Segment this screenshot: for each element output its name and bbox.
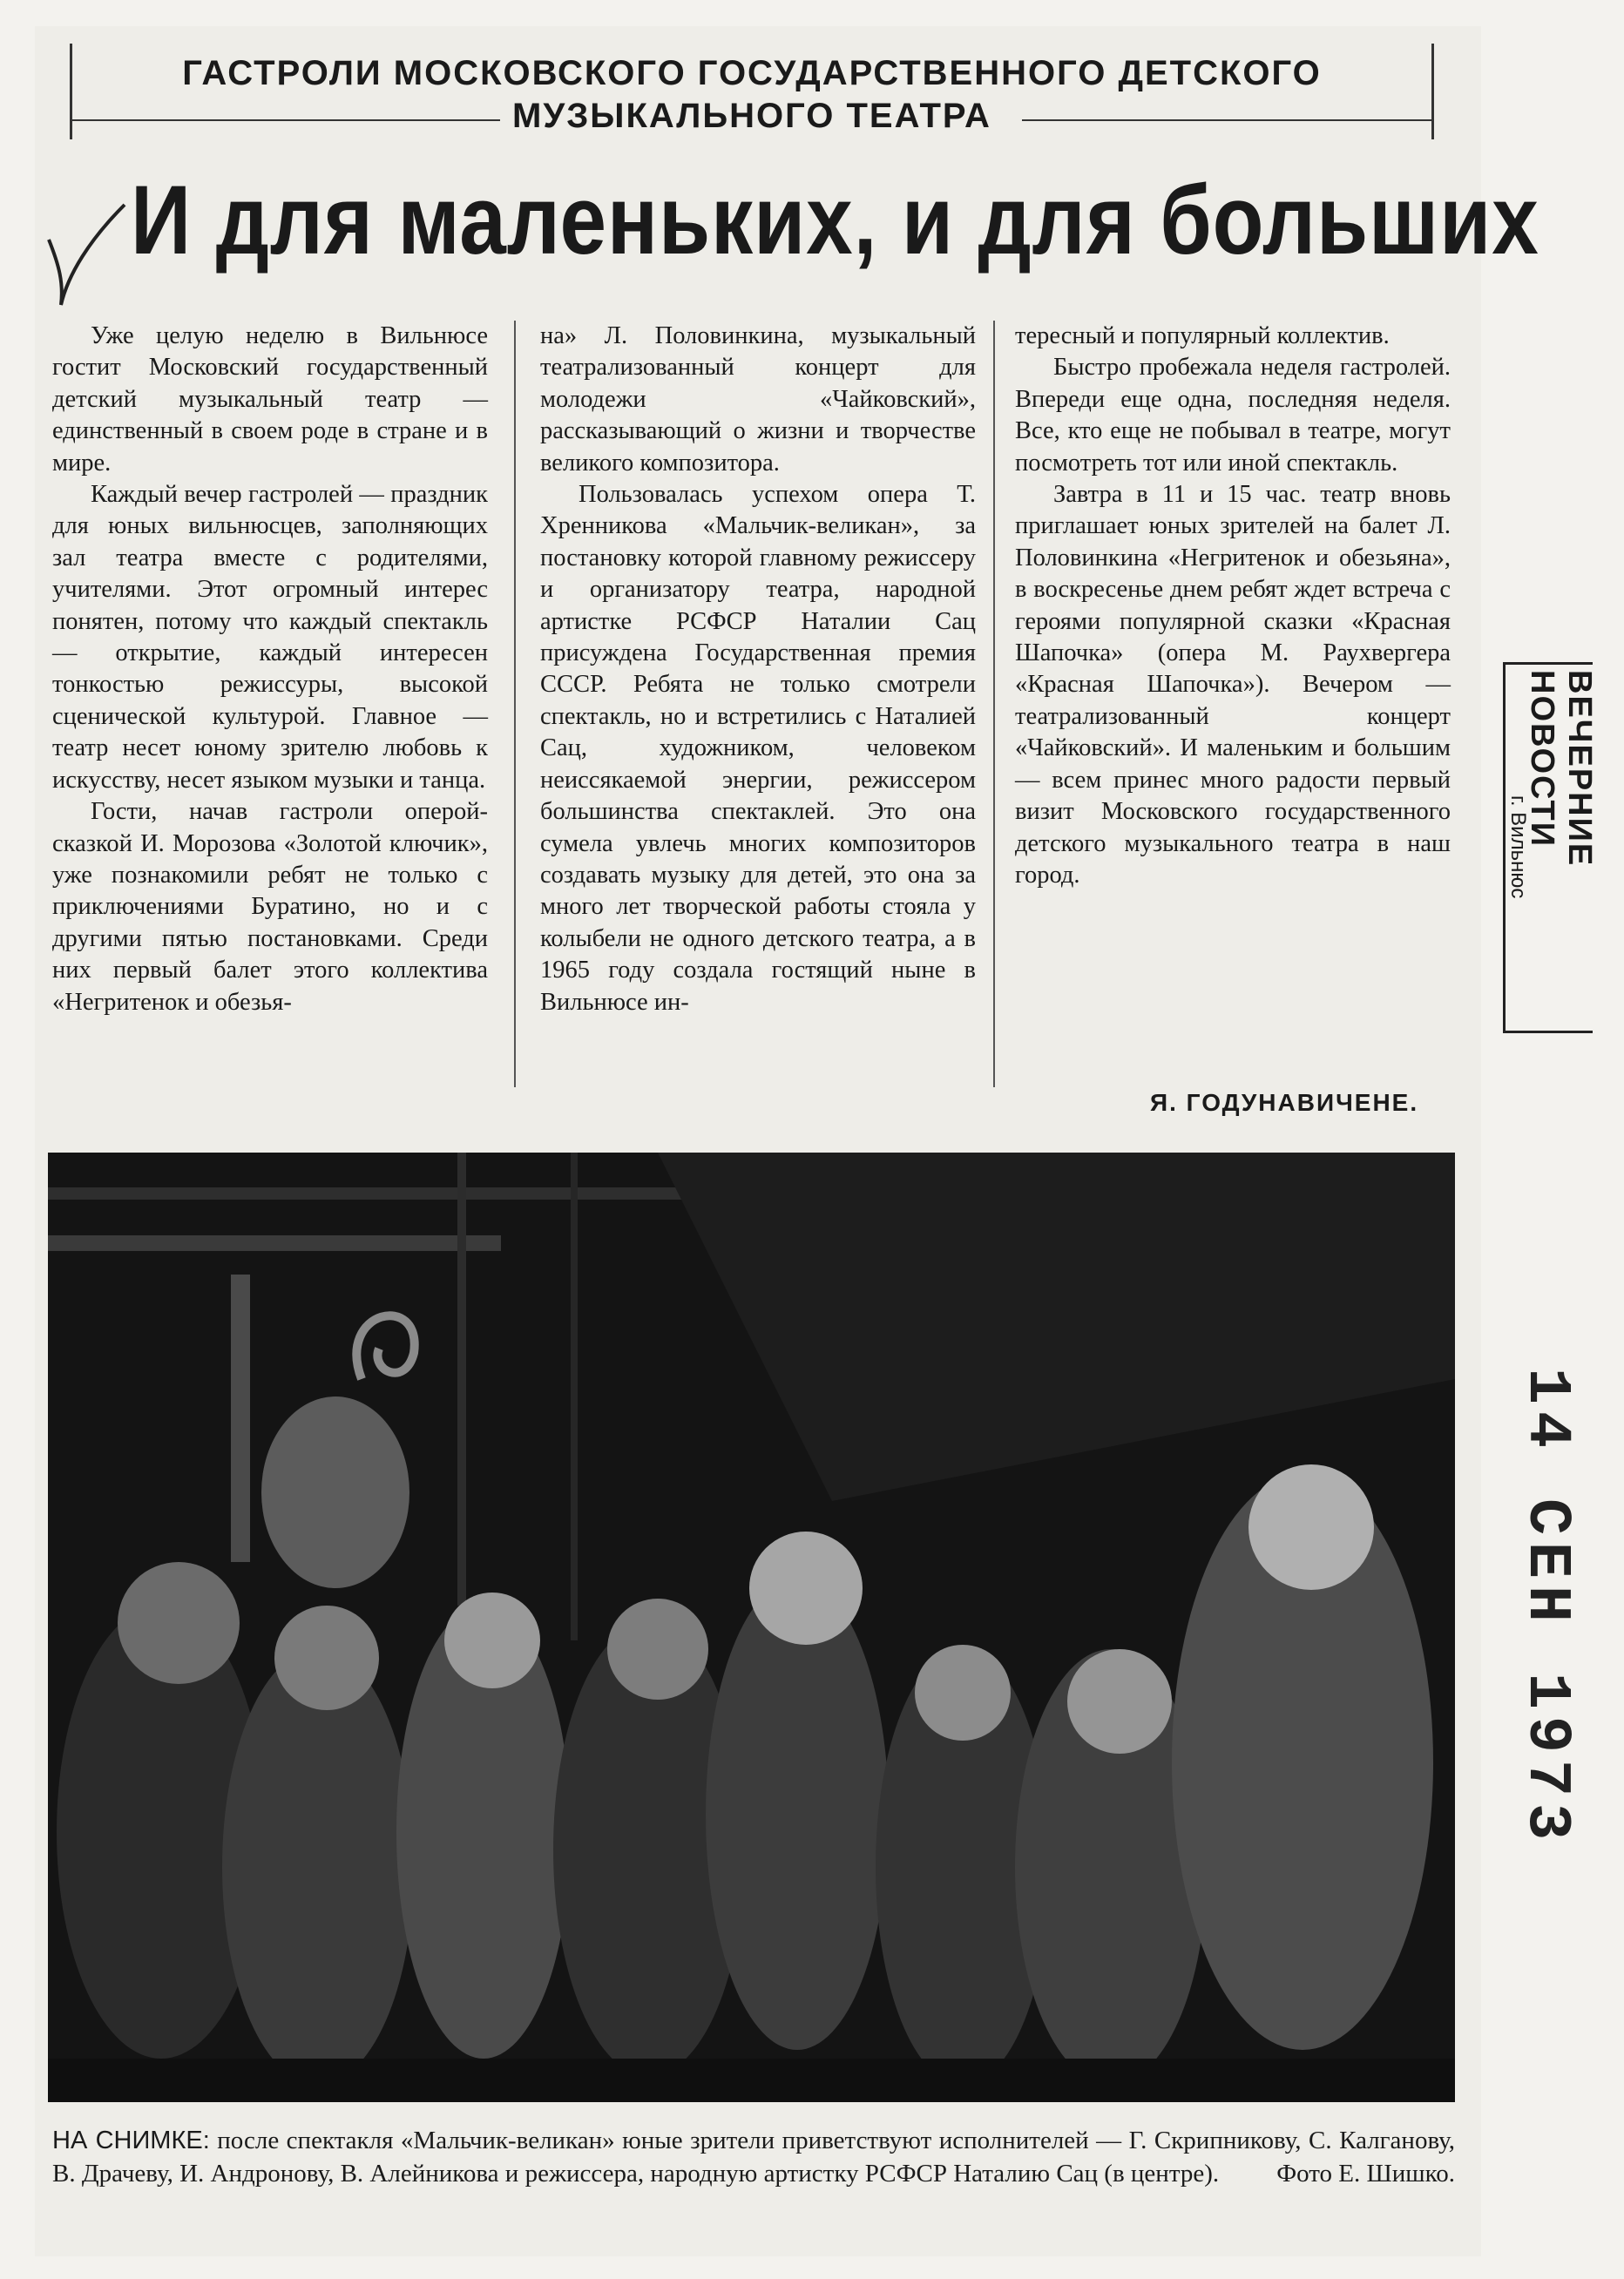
paragraph: Пользовалась успехом опера Т. Хренникова «Мальчик-великан», за постановку которой главному режиссеру и организатору театра, народной артистке РСФСР Наталии Сац присуждена Государственная премия СССР. Ребята не только смотрели спектакль, но и встретились с Наталией Сац, художником, человеком неиссякаемой энергии, режиссером большинства спектаклей. Это она сумела увлечь многих композиторов создавать музыку для детей, это она за много лет творческой работы стояла у колыбели не одного детского театра, а в 1965 году создала гостящий ныне в Вильнюсе ин- [540,481,976,1016]
paragraph: Уже целую неделю в Вильнюсе гостит Московский государственный детский музыкальный театр — единственный в своем роде в стране и в мире. [52,322,488,477]
photo-caption [52,2124,1455,2190]
article-column-2 [540,321,976,1018]
article-headline: И для маленьких, и для больших [131,166,1539,274]
caption-lead: НА СНИМКЕ: [52,2127,210,2154]
paragraph: тересный и популярный коллектив. [1015,322,1390,349]
article-column-3 [1015,321,1451,891]
article-author: Я. ГОДУНАВИЧЕНЕ. [1150,1089,1419,1116]
caption-text: после спектакля «Мальчик-великан» юные зрители приветствуют исполнителей — Г. Скрипникову, С. Калганову, В. Драчеву, И. Андронову, В. Алейникова и режиссера, народную артистку РСФСР Наталию Сац (в центре). [52,2127,1455,2188]
rubric-rule-right [1022,119,1431,121]
article-column-1 [52,321,488,1018]
paragraph: Гости, начав гастроли оперой-сказкой И. Морозова «Золотой ключик», уже познакомили ребят не только с приключениями Буратино, но и с другими пятью постановками. Среди них первый балет этого коллектива «Негритенок и обезья- [52,798,488,1016]
paragraph: Быстро пробежала неделя гастролей. Впереди еще одна, последняя неделя. Все, кто еще не побывал в театре, могут посмотреть тот или иной спектакль. [1015,354,1451,477]
rubric-header [70,44,1434,139]
source-title: ВЕЧЕРНИЕ НОВОСТИ [1524,670,1598,868]
column-divider [514,321,516,1087]
photo-illustration [48,1153,1455,2102]
photo-credit: Фото Е. Шишко. [1276,2160,1455,2188]
paragraph: на» Л. Половинкина, музыкальный театрализованный концерт для молодежи «Чайковский», рассказывающий о жизни и творчестве великого композитора. [540,322,976,477]
newspaper-source-stamp [1503,662,1598,1033]
paragraph: Каждый вечер гастролей — праздник для юных вильнюсцев, заполняющих зал театра вместе с родителями, учителями. Этот огромный интерес понятен, потому что каждый спектакль — открытие, каждый интересен тонкостью режиссуры, высокой сценической культурой. Главное — театр несет юному зрителю любовь к искусству, несет языком музыки и танца. [52,481,488,794]
source-city: г. Вильнюс [1506,795,1530,899]
rubric-line-1: ГАСТРОЛИ МОСКОВСКОГО ГОСУДАРСТВЕННОГО ДЕТСКОГО [182,54,1322,92]
column-divider [993,321,995,1087]
rubric-line-2-row [72,97,1431,140]
date-stamp: 14 СЕН 1973 [1512,1368,1580,1848]
checkmark-icon [42,187,129,318]
article-photo [48,1153,1455,2102]
paragraph: Завтра в 11 и 15 час. театр вновь приглашает юных зрителей на балет Л. Половинкина «Негритенок и обезьяна», в воскресенье днем ребят ждет встреча с героями популярной сказки «Красная Шапочка» (опера М. Раухвергера «Красная Шапочка»). Вечером — театрализованный концерт «Чайковский». И маленьким и большим — всем принес много радости первый визит Московского государственного детского музыкального театра в наш город. [1015,481,1451,889]
rubric-rule-left [72,119,525,121]
rubric-line-2: МУЗЫКАЛЬНОГО ТЕАТРА [500,97,1004,136]
article-body [52,321,1472,1122]
